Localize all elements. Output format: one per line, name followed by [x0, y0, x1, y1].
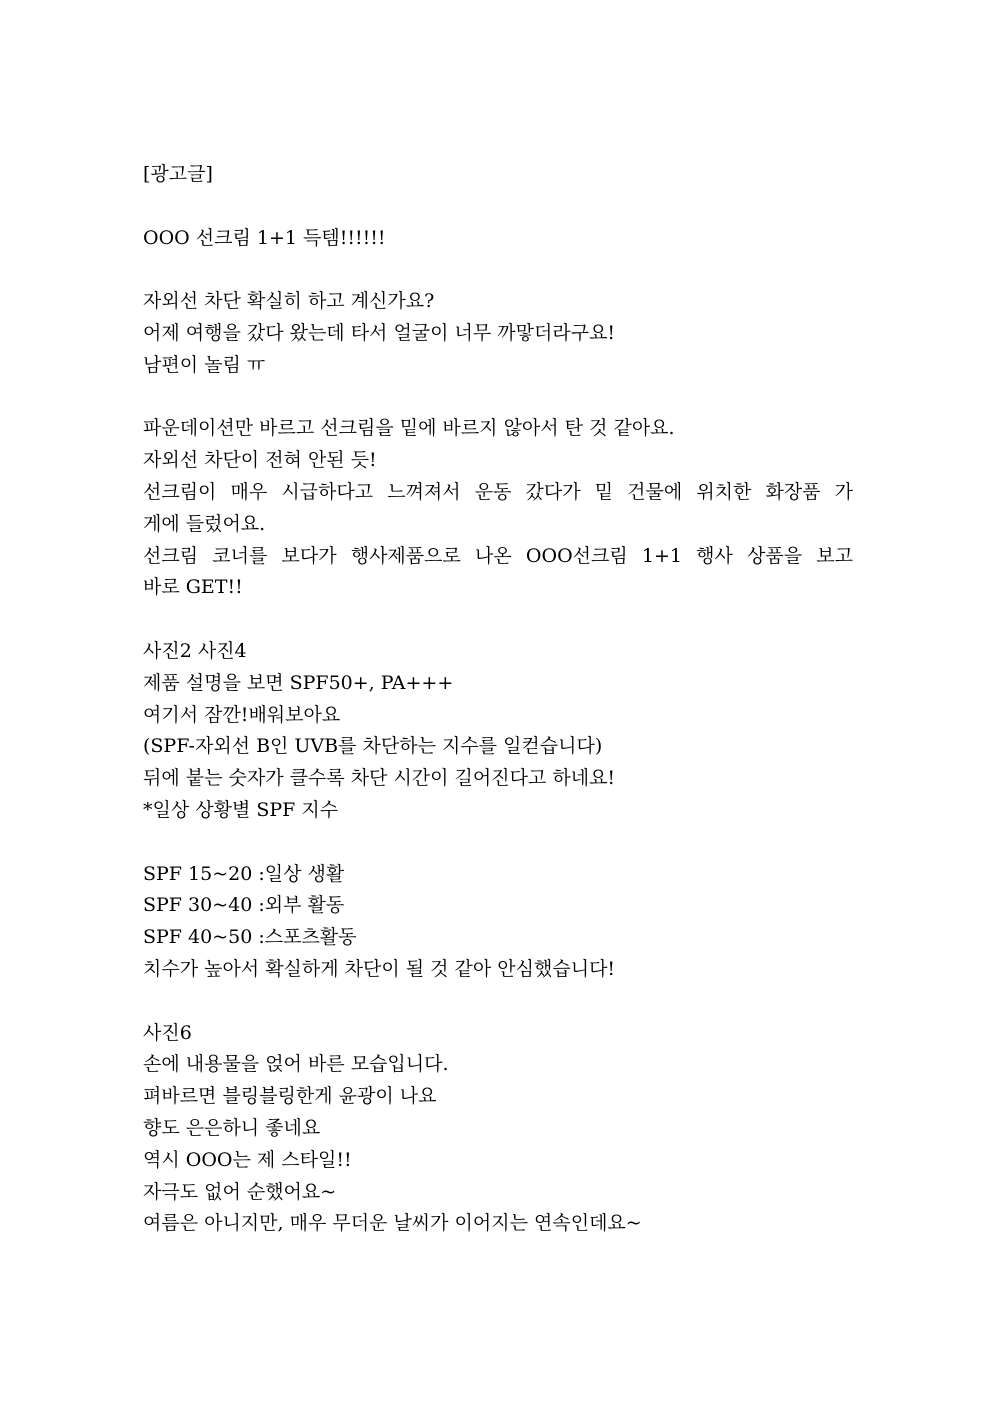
paragraph-line: 바로 GET!!: [143, 576, 243, 599]
paragraph-line: 제품 설명을 보면 SPF50+, PA+++: [143, 671, 454, 694]
photo-reference: 사진2 사진4: [143, 639, 247, 662]
spf-item: SPF 15~20 :일상 생활: [143, 862, 345, 885]
paragraph-line: 치수가 높아서 확실하게 차단이 될 것 같아 안심했습니다!: [143, 957, 616, 980]
paragraph-line: *일상 상황별 SPF 지수: [143, 798, 339, 821]
blank-line: [143, 604, 853, 636]
paragraph-line: 파운데이션만 바르고 선크림을 밑에 바르지 않아서 탄 것 같아요.: [143, 417, 675, 440]
blank-line: [143, 827, 853, 859]
paragraph-line: 손에 내용물을 얹어 바른 모습입니다.: [143, 1053, 449, 1076]
document-body: [143, 159, 853, 1240]
paragraph-line: 어제 여행을 갔다 왔는데 타서 얼굴이 너무 까맣더라구요!: [143, 321, 616, 344]
paragraph-line: 자극도 없어 순했어요~: [143, 1180, 337, 1203]
paragraph-line: 향도 은은하니 좋네요: [143, 1116, 321, 1139]
ad-label: [광고글]: [143, 163, 213, 185]
paragraph-line: 남편이 놀림 ㅠ: [143, 353, 266, 376]
paragraph-line: 역시 OOO는 제 스타일!!: [143, 1148, 352, 1171]
paragraph-line: (SPF-자외선 B인 UVB를 차단하는 지수를 일컫습니다): [143, 735, 603, 758]
paragraph-line: 자외선 차단 확실히 하고 계신가요?: [143, 290, 435, 313]
spf-item: SPF 40~50 :스포츠활동: [143, 926, 357, 949]
blank-line: [143, 191, 853, 223]
paragraph-line: 여기서 잠깐!배워보아요: [143, 703, 341, 726]
photo-reference: 사진6: [143, 1021, 192, 1044]
blank-line: [143, 254, 853, 286]
spf-item: SPF 30~40 :외부 활동: [143, 894, 345, 917]
blank-line: [143, 382, 853, 414]
paragraph-line: 선크림 코너를 보다가 행사제품으로 나온 OOO선크림 1+1 행사 상품을 보고: [143, 544, 853, 567]
post-title: OOO 선크림 1+1 득템!!!!!!: [143, 226, 386, 249]
paragraph-line: 펴바르면 블링블링한게 윤광이 나요: [143, 1085, 437, 1108]
paragraph-line: 게에 들렀어요.: [143, 512, 266, 535]
blank-line: [143, 986, 853, 1018]
paragraph-line: 뒤에 붙는 숫자가 클수록 차단 시간이 길어진다고 하네요!: [143, 767, 616, 790]
paragraph-line: 자외선 차단이 전혀 안된 듯!: [143, 449, 377, 472]
paragraph-line: 여름은 아니지만, 매우 무더운 날씨가 이어지는 연속인데요~: [143, 1212, 642, 1235]
paragraph-line: 선크림이 매우 시급하다고 느껴져서 운동 갔다가 밑 건물에 위치한 화장품 가: [143, 480, 853, 503]
